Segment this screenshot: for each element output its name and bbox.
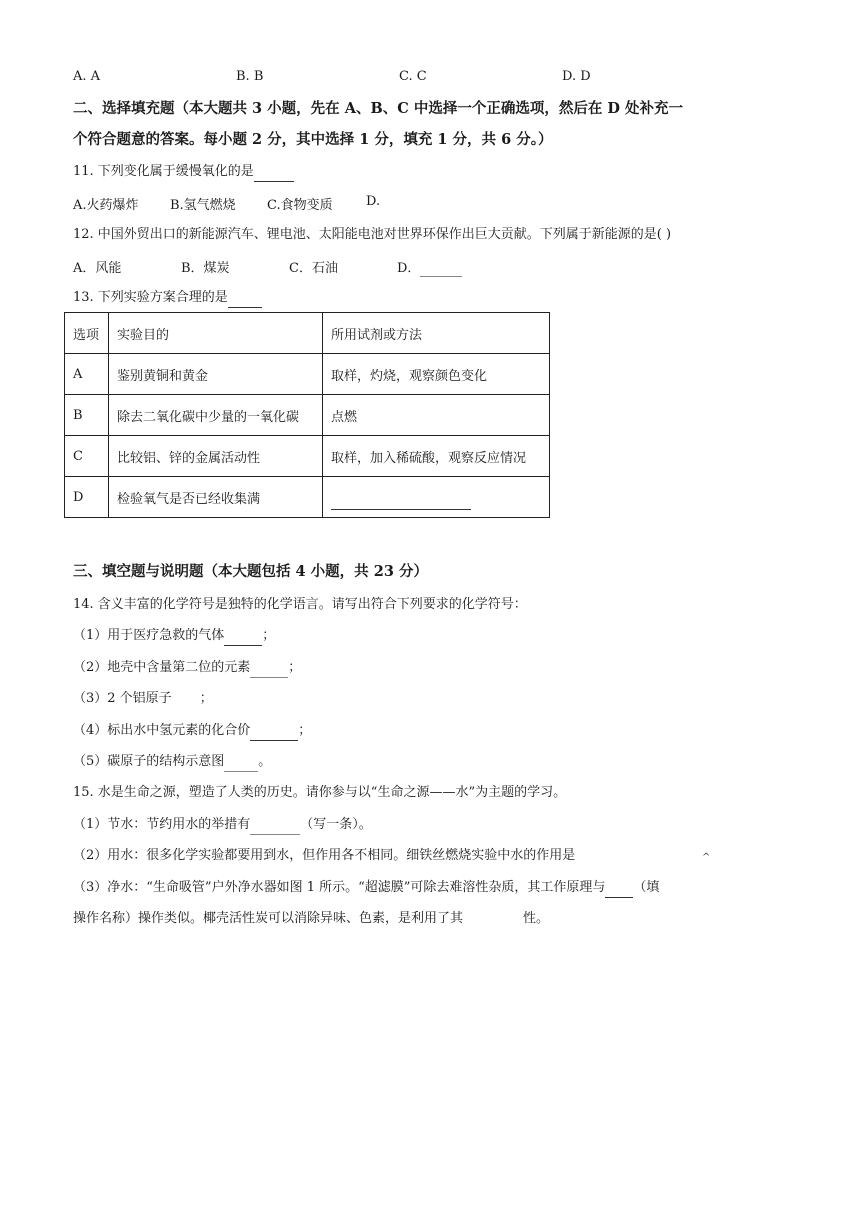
q15-item-1 <box>73 816 372 835</box>
table-row <box>65 477 550 518</box>
q15-item-1-blank[interactable] <box>250 816 300 835</box>
q14-item-5 <box>73 753 271 772</box>
q12-option-c: C．石油 <box>289 261 338 276</box>
table-header-row <box>65 313 550 354</box>
q14-item-5-text: （5）碳原子的结构示意图 <box>73 754 225 769</box>
table-cell: B <box>65 395 109 436</box>
table-header-cell: 选项 <box>65 313 109 354</box>
q14-item-3-end: ； <box>199 691 213 706</box>
q13-blank[interactable] <box>228 289 262 308</box>
q15-item-3-line2-blank[interactable] <box>463 910 523 928</box>
q15-item-3-blank[interactable] <box>605 879 633 898</box>
q14-item-2-blank[interactable] <box>250 659 288 678</box>
table-row <box>65 354 550 395</box>
q14-item-1-end: ； <box>262 628 276 643</box>
q14-item-3-blank[interactable] <box>172 690 200 708</box>
table-cell: 除去二氧化碳中少量的一氧化碳 <box>109 395 323 436</box>
q14-item-3-text: （3）2 个铝原子 <box>73 691 172 706</box>
experiment-table <box>64 312 550 518</box>
q11-option-d: D. <box>366 194 381 209</box>
q14-item-5-end: 。 <box>258 754 272 769</box>
q11-blank[interactable] <box>254 163 294 182</box>
q14-item-1 <box>73 627 275 646</box>
table-cell: 鉴别黄铜和黄金 <box>109 354 323 395</box>
table-cell: 取样，灼烧，观察颜色变化 <box>323 354 550 395</box>
table-header-cell: 实验目的 <box>109 313 323 354</box>
q15-item-2: （2）用水：很多化学实验都要用到水，但作用各不相同。细铁丝燃烧实验中水的作用是 <box>73 848 576 863</box>
table-cell-blank[interactable] <box>323 477 550 518</box>
q12-option-d-label: D． <box>397 261 421 276</box>
q15-item-3-text: （3）净水：“生命吸管”户外净水器如图 1 所示。“超滤膜”可除去难溶性杂质，其工作原理与 <box>73 880 606 895</box>
q10-option-d: D. D <box>562 69 591 84</box>
table-cell: C <box>65 436 109 477</box>
q14-item-5-blank[interactable] <box>224 753 258 772</box>
q10-option-c: C. C <box>399 69 427 84</box>
q14-item-4-text: （4）标出水中氢元素的化合价 <box>73 723 251 738</box>
q12-option-a: A．风能 <box>73 261 122 276</box>
q13-stem <box>73 289 262 308</box>
q11-stem <box>73 163 294 182</box>
table-cell: 检验氧气是否已经收集满 <box>109 477 323 518</box>
q13-stem-text: 13. 下列实验方案合理的是 <box>73 290 228 305</box>
q11-option-a: A.火药爆炸 <box>73 198 139 213</box>
q14-stem: 14. 含义丰富的化学符号是独特的化学语言。请写出符合下列要求的化学符号： <box>73 597 527 612</box>
q11-stem-text: 11. 下列变化属于缓慢氧化的是 <box>73 164 254 179</box>
q10-option-a: A. A <box>73 69 101 84</box>
q10-option-b: B. B <box>236 69 264 84</box>
table-header-cell: 所用试剂或方法 <box>323 313 550 354</box>
q14-item-4 <box>73 722 311 741</box>
caret-mark: ^ <box>702 852 711 863</box>
q12-option-b: B．煤炭 <box>181 261 230 276</box>
section3-title: 三、填空题与说明题（本大题包括 4 小题，共 23 分） <box>73 563 428 580</box>
q14-item-1-text: （1）用于医疗急救的气体 <box>73 628 225 643</box>
table-row <box>65 436 550 477</box>
q11-option-c: C.食物变质 <box>267 198 333 213</box>
q14-item-2-text: （2）地壳中含量第二位的元素 <box>73 660 251 675</box>
section2-title-line2: 个符合题意的答案。每小题 2 分，其中选择 1 分，填充 1 分，共 6 分。） <box>73 131 553 148</box>
q15-item-3-line2-end: 性。 <box>523 911 550 926</box>
table-row <box>65 395 550 436</box>
q15-stem: 15. 水是生命之源，塑造了人类的历史。请你参与以“生命之源——水”为主题的学习。 <box>73 785 567 800</box>
section2-title-line1: 二、选择填充题（本大题共 3 小题，先在 A、B、C 中选择一个正确选项，然后在 D 处补充一 <box>73 100 683 117</box>
q14-item-3 <box>73 690 213 708</box>
q11-option-b: B.氢气燃烧 <box>170 198 236 213</box>
q15-item-3-line2 <box>73 910 549 928</box>
q15-item-3-line2-text: 操作名称）操作类似。椰壳活性炭可以消除异味、色素，是利用了其 <box>73 911 464 926</box>
q15-item-1-text: （1）节水：节约用水的举措有 <box>73 817 251 832</box>
table-cell: D <box>65 477 109 518</box>
q14-item-4-end: ； <box>298 723 312 738</box>
q14-item-1-blank[interactable] <box>224 627 262 646</box>
table-cell: A <box>65 354 109 395</box>
q15-item-1-end: （写一条）。 <box>300 817 372 832</box>
q14-item-2-end: ； <box>288 660 302 675</box>
q14-item-2 <box>73 659 301 678</box>
table-cell: 点燃 <box>323 395 550 436</box>
q12-option-d <box>397 257 462 277</box>
q15-item-3 <box>73 879 659 898</box>
q15-item-3-end: （填 <box>633 880 660 895</box>
q13-d-answer-blank[interactable] <box>331 495 471 510</box>
q14-item-4-blank[interactable] <box>250 722 298 741</box>
q12-stem: 12. 中国外贸出口的新能源汽车、锂电池、太阳能电池对世界环保作出巨大贡献。下列属于新能源的是( ) <box>73 227 672 242</box>
q12-blank[interactable] <box>420 261 462 277</box>
table-cell: 取样，加入稀硫酸，观察反应情况 <box>323 436 550 477</box>
table-cell: 比较铝、锌的金属活动性 <box>109 436 323 477</box>
